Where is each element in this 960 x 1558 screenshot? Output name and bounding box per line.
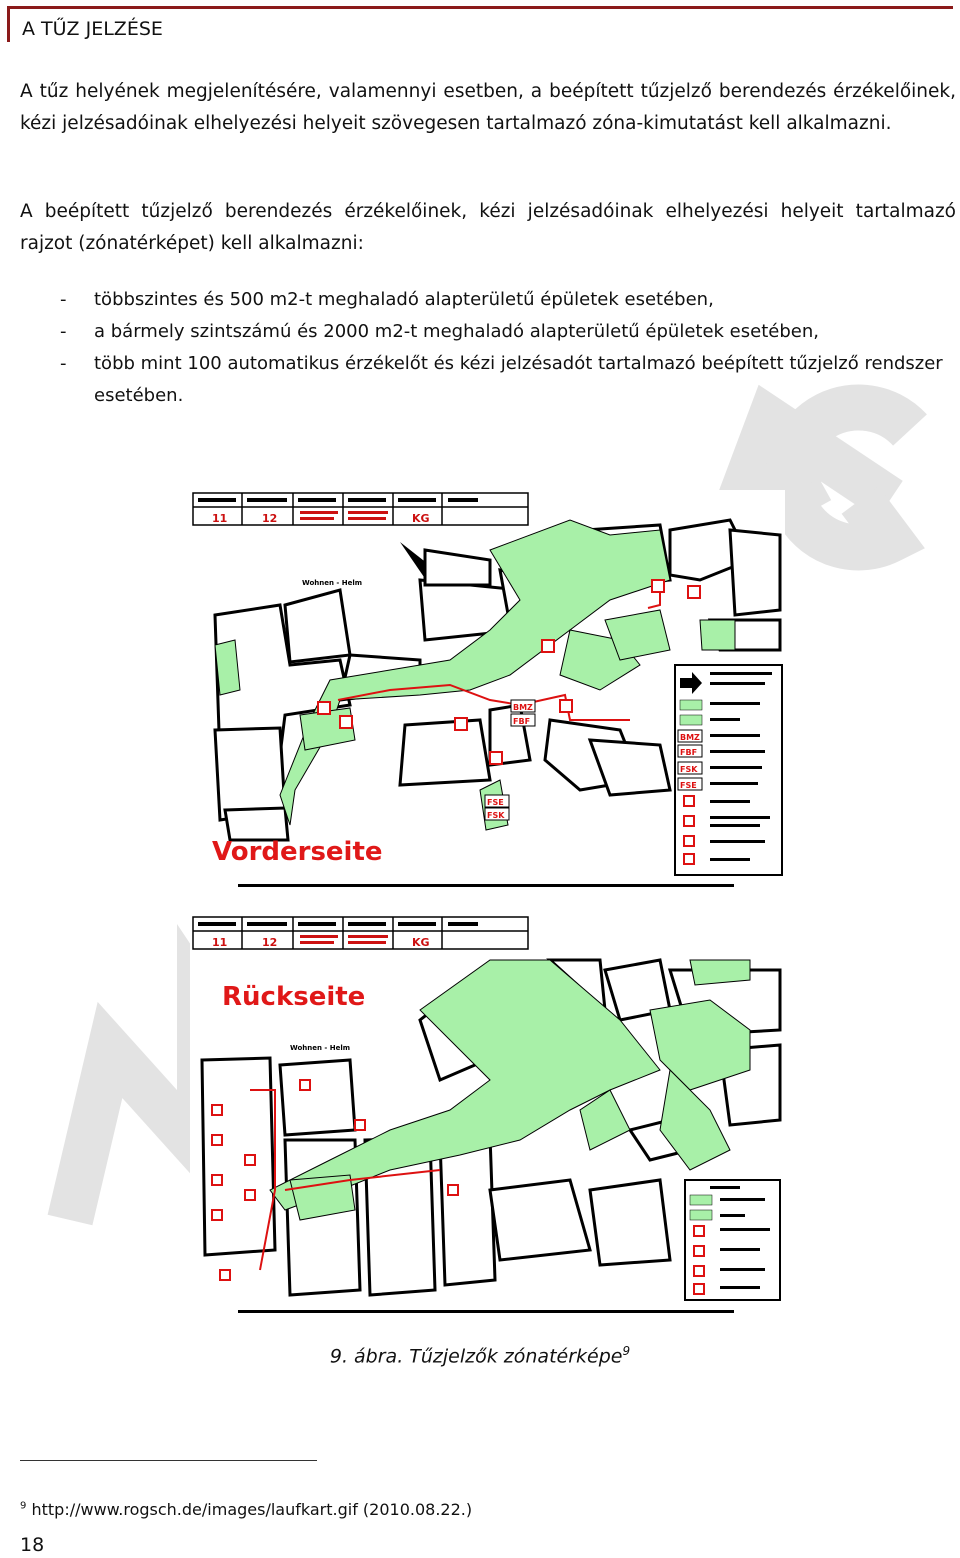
list-item: [20, 348, 956, 412]
top-table-value: 11: [212, 512, 228, 525]
top-table-value: KG: [412, 512, 430, 525]
page-number: 18: [20, 1534, 45, 1556]
top-table-value: 12: [262, 512, 278, 525]
legend-code: FSK: [680, 765, 698, 774]
chapter-header: [7, 6, 953, 42]
bottom-table-value: 12: [262, 936, 278, 949]
caption-text: 9. ábra. Tűzjelzők zónatérképe: [329, 1345, 623, 1368]
list-item-text: több mint 100 automatikus érzékelőt és kézi jelzésadót tartalmazó beépített tűzjelző rendszer esetében.: [94, 353, 943, 406]
list-dash: -: [60, 289, 67, 310]
paragraph-2: A beépített tűzjelző berendezés érzékelőinek, kézi jelzésadóinak elhelyezési helyeit tartalmazó rajzot (zónatérképet) kell alkalmazni:: [20, 201, 956, 254]
chapter-title: A TŰZ JELZÉSE: [22, 18, 163, 40]
footnote-link[interactable]: http://www.rogsch.de/images/laufkart.gif (2010.08.22.): [31, 1500, 473, 1519]
plan-code-bmz: BMZ: [513, 703, 533, 712]
requirement-list: [20, 284, 956, 412]
plan-code-fsk: FSK: [487, 811, 505, 820]
top-legend: [675, 665, 782, 875]
list-dash: -: [60, 321, 67, 342]
bottom-legend: [685, 1180, 780, 1300]
legend-code: BMZ: [680, 733, 700, 742]
list-item: [20, 316, 956, 348]
top-plan-label: Wohnen - Helm: [302, 579, 363, 587]
footnote-ref: 9: [20, 1500, 27, 1512]
list-item: [20, 284, 956, 316]
list-item-text: többszintes és 500 m2-t meghaladó alapterületű épületek esetében,: [94, 289, 714, 310]
watermark-letter-g: [789, 407, 910, 547]
figure-caption: [0, 1344, 960, 1367]
top-plan-title: Vorderseite: [212, 837, 383, 867]
plan-code-fse: FSE: [487, 798, 504, 807]
bottom-plan-label: Wohnen - Helm: [290, 1044, 351, 1052]
bottom-table-value: KG: [412, 936, 430, 949]
footnote-divider: [20, 1460, 317, 1461]
caption-footnote-ref: 9: [622, 1344, 631, 1358]
paragraph-1: A tűz helyének megjelenítésére, valamennyi esetben, a beépített tűzjelző berendezés érzékelőinek, kézi jelzésadóinak elhelyezési helyeit szövegesen tartalmazó zóna-kimutatást kell alkalmazni.: [20, 81, 956, 134]
footnote: [20, 1500, 472, 1519]
legend-code: FSE: [680, 781, 697, 790]
zone-map-figure: [190, 490, 785, 1325]
list-item-text: a bármely szintszámú és 2000 m2-t meghaladó alapterületű épületek esetében,: [94, 321, 819, 342]
list-dash: -: [60, 353, 67, 374]
plan-code-fbf: FBF: [513, 717, 531, 726]
legend-code: FBF: [680, 748, 698, 757]
bottom-plan-title: Rückseite: [222, 982, 366, 1012]
bottom-table-value: 11: [212, 936, 228, 949]
